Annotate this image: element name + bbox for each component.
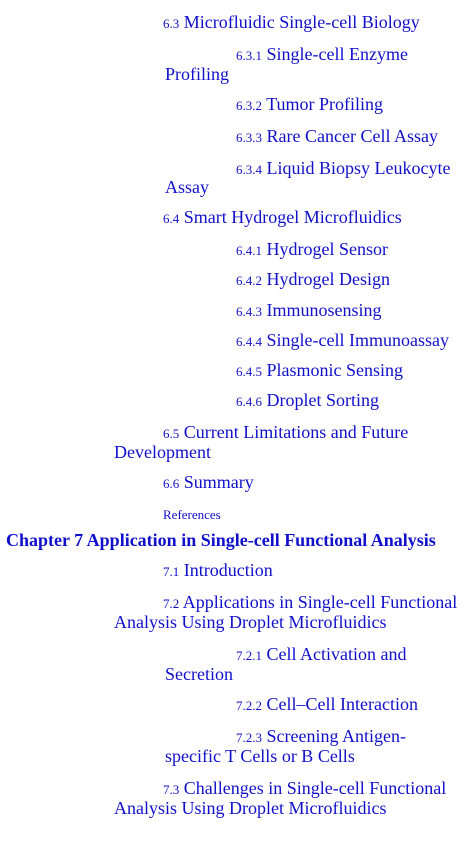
section-title: Droplet Sorting: [266, 390, 379, 410]
toc-link-6-5-continuation[interactable]: [114, 440, 211, 465]
section-number: 7.2.2: [236, 698, 262, 713]
section-number: 7.2: [163, 596, 180, 611]
toc-link-6-4-1[interactable]: [236, 237, 388, 263]
toc-link-chapter-7[interactable]: [6, 528, 436, 553]
section-number: 6.3.3: [236, 130, 262, 145]
section-title: Hydrogel Sensor: [266, 239, 388, 259]
section-title-continuation: Secretion: [165, 664, 233, 684]
section-title: Hydrogel Design: [266, 269, 390, 289]
section-title: Single-cell Immunoassay: [266, 330, 449, 350]
section-title: Rare Cancer Cell Assay: [266, 126, 438, 146]
toc-link-6-3-4[interactable]: [236, 156, 450, 182]
section-title: References: [163, 507, 221, 522]
toc-link-references[interactable]: [163, 502, 221, 527]
toc-link-6-3[interactable]: [163, 10, 420, 36]
section-number: 6.4: [163, 211, 180, 226]
section-title: Cell Activation and: [266, 644, 407, 664]
toc-link-7-2-1-continuation[interactable]: [165, 662, 233, 687]
toc-link-6-4-4[interactable]: [236, 328, 449, 354]
toc-link-6-4-5[interactable]: [236, 358, 403, 384]
section-title: Introduction: [183, 560, 273, 580]
toc-link-7-1[interactable]: [163, 558, 273, 584]
section-title-continuation: Analysis Using Droplet Microfluidics: [114, 612, 387, 632]
toc-link-6-4-2[interactable]: [236, 267, 390, 293]
chapter-title: Chapter 7 Application in Single-cell Functional Analysis: [6, 530, 436, 550]
toc-link-6-4-3[interactable]: [236, 298, 382, 324]
toc-link-7-2-1[interactable]: [236, 642, 406, 668]
section-number: 7.2.1: [236, 648, 262, 663]
section-number: 6.4.5: [236, 364, 262, 379]
section-number: 6.4.6: [236, 394, 262, 409]
section-number: 7.2.3: [236, 730, 262, 745]
toc-link-7-2-continuation[interactable]: [114, 610, 386, 635]
toc-link-6-4-6[interactable]: [236, 388, 379, 414]
section-number: 6.5: [163, 426, 180, 441]
section-number: 6.4.2: [236, 273, 262, 288]
section-number: 6.3: [163, 16, 180, 31]
section-title: Cell–Cell Interaction: [266, 694, 418, 714]
section-title-continuation: specific T Cells or B Cells: [165, 746, 355, 766]
toc-link-7-3-continuation[interactable]: [114, 796, 386, 821]
section-number: 6.6: [163, 476, 180, 491]
toc-link-7-2-2[interactable]: [236, 692, 418, 718]
toc-link-6-3-1[interactable]: [236, 42, 408, 68]
section-title: Current Limitations and Future: [183, 422, 409, 442]
section-title: Smart Hydrogel Microfluidics: [183, 207, 402, 227]
section-title: Screening Antigen-: [266, 726, 406, 746]
section-title: Summary: [183, 472, 254, 492]
toc-link-6-4[interactable]: [163, 205, 402, 231]
section-title: Liquid Biopsy Leukocyte: [266, 158, 451, 178]
section-number: 7.3: [163, 782, 180, 797]
section-number: 6.4.3: [236, 304, 262, 319]
toc-link-6-3-3[interactable]: [236, 124, 438, 150]
section-title: Microfluidic Single-cell Biology: [183, 12, 420, 32]
section-title: Tumor Profiling: [266, 94, 384, 114]
section-number: 7.1: [163, 564, 180, 579]
section-number: 6.3.2: [236, 98, 262, 113]
section-title: Immunosensing: [266, 300, 382, 320]
section-title-continuation: Assay: [165, 177, 209, 197]
section-title-continuation: Analysis Using Droplet Microfluidics: [114, 798, 387, 818]
section-title: Plasmonic Sensing: [266, 360, 404, 380]
section-number: 6.4.1: [236, 243, 262, 258]
section-title: Applications in Single-cell Functional: [182, 592, 458, 612]
toc-link-6-3-4-continuation[interactable]: [165, 175, 209, 200]
section-title: Single-cell Enzyme: [266, 44, 408, 64]
section-number: 6.4.4: [236, 334, 262, 349]
section-title: Challenges in Single-cell Functional: [183, 778, 447, 798]
toc-link-6-3-2[interactable]: [236, 92, 383, 118]
section-number: 6.3.1: [236, 48, 262, 63]
toc-link-6-3-1-continuation[interactable]: [165, 62, 229, 87]
section-number: 6.3.4: [236, 162, 262, 177]
section-title-continuation: Profiling: [165, 64, 230, 84]
section-title-continuation: Development: [114, 442, 211, 462]
toc-link-6-6[interactable]: [163, 470, 254, 496]
toc-link-7-2-3-continuation[interactable]: [165, 744, 355, 769]
